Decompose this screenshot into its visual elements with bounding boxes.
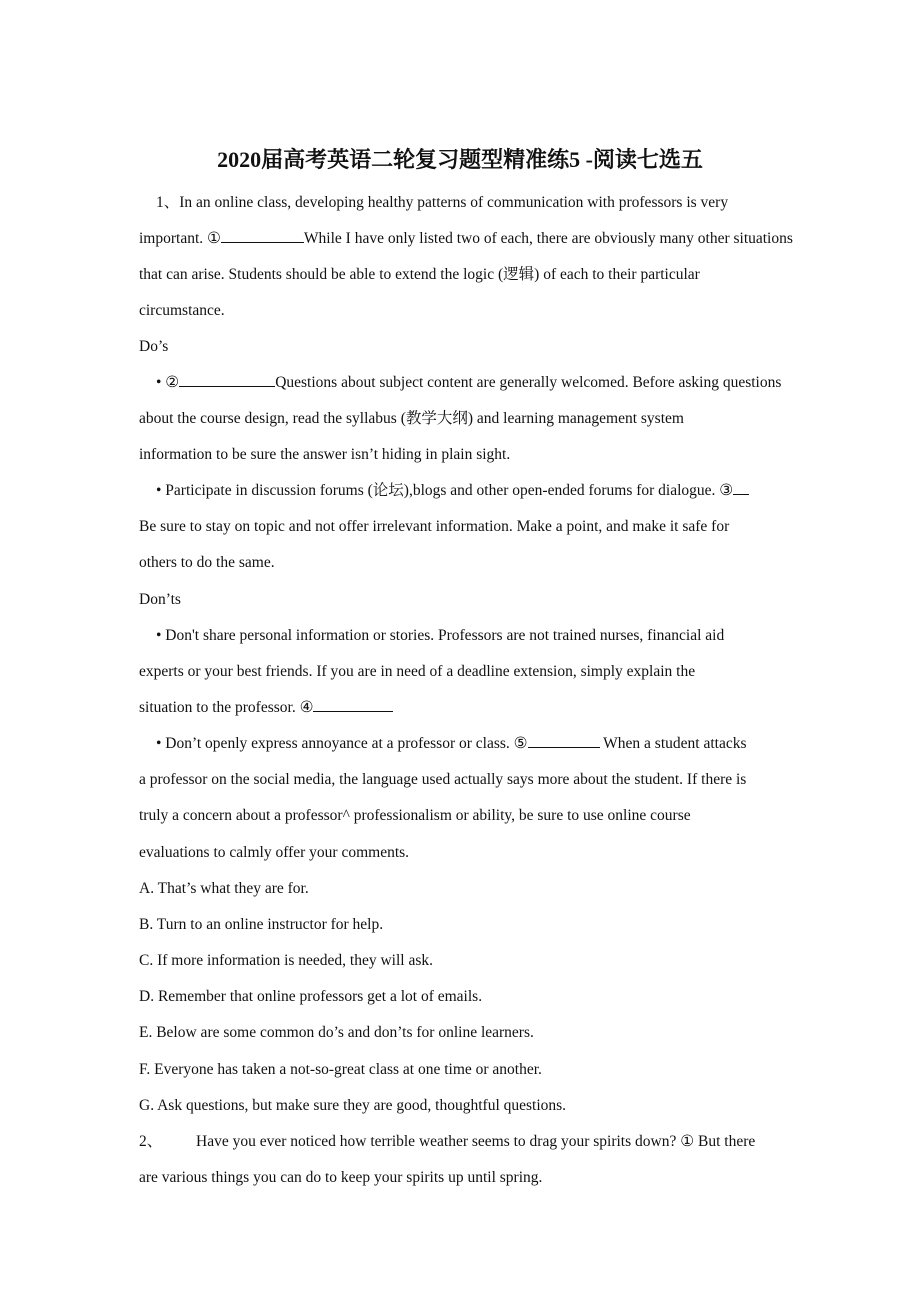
q1-intro-prefix: important. ①	[139, 230, 221, 247]
option-g: G. Ask questions, but make sure they are good, thoughtful questions.	[139, 1097, 567, 1114]
donts-item-1-cont-1: experts or your best friends. If you are in need of a deadline extension, simply explain the	[139, 663, 696, 680]
option-c: C. If more information is needed, they will ask.	[139, 952, 434, 969]
q2-line-2: are various things you can do to keep your spirits up until spring.	[139, 1169, 543, 1186]
donts-item-2-cont-3: evaluations to calmly offer your comments.	[139, 844, 410, 861]
donts-item-1-cont-2-text: situation to the professor. ④	[139, 699, 314, 716]
blank-1[interactable]	[221, 229, 304, 243]
page-title: 2020届高考英语二轮复习题型精准练5 -阅读七选五	[217, 147, 703, 172]
dos-item-1-cont-2: information to be sure the answer isn’t hiding in plain sight.	[139, 446, 511, 463]
donts-item-1-cont-2	[139, 698, 393, 718]
donts-item-2-rest: When a student attacks	[599, 735, 747, 752]
option-e: E. Below are some common do’s and don’ts for online learners.	[139, 1024, 534, 1041]
option-a: A. That’s what they are for.	[139, 880, 309, 897]
q1-intro-line-1: 1、In an online class, developing healthy patterns of communication with professors is very	[156, 194, 729, 211]
blank-5[interactable]	[528, 734, 600, 748]
dos-item-2-cont-2: others to do the same.	[139, 554, 275, 571]
q2-line-1: Have you ever noticed how terrible weather seems to drag your spirits down? ① But there	[196, 1133, 756, 1150]
dos-item-1-cont-1: about the course design, read the syllabus (教学大纲) and learning management system	[139, 410, 684, 427]
blank-3[interactable]	[733, 481, 749, 495]
donts-item-2-cont-2: truly a concern about a professor^ professionalism or ability, be sure to use online course	[139, 807, 691, 824]
q1-intro-line-4: circumstance.	[139, 302, 225, 319]
blank-2[interactable]	[179, 373, 275, 387]
q1-intro-line-2	[139, 229, 793, 249]
q2-number: 2、	[139, 1133, 163, 1150]
dos-item-1	[156, 373, 781, 393]
option-d: D. Remember that online professors get a lot of emails.	[139, 988, 483, 1005]
donts-item-2	[156, 734, 746, 754]
option-b: B. Turn to an online instructor for help.	[139, 916, 384, 933]
dos-item-2-cont-1: Be sure to stay on topic and not offer irrelevant information. Make a point, and make it safe for	[139, 518, 730, 535]
dos-item-2	[156, 481, 749, 501]
option-f: F. Everyone has taken a not-so-great class at one time or another.	[139, 1061, 542, 1078]
dos-item-2-text: • Participate in discussion forums (论坛),blogs and other open-ended forums for dialogue. ③	[156, 482, 734, 499]
q1-intro-line-3: that can arise. Students should be able to extend the logic (逻辑) of each to their particular	[139, 266, 700, 283]
dos-item-1-text: Questions about subject content are generally welcomed. Before asking questions	[275, 374, 782, 391]
blank-4[interactable]	[313, 698, 393, 712]
donts-heading: Don’ts	[139, 591, 181, 608]
dos-item-1-prefix: • ②	[156, 374, 180, 391]
donts-item-2-text: • Don’t openly express annoyance at a professor or class. ⑤	[156, 735, 528, 752]
donts-item-2-cont-1: a professor on the social media, the language used actually says more about the student. If there is	[139, 771, 747, 788]
q1-intro-rest: While I have only listed two of each, there are obviously many other situations	[303, 230, 793, 247]
dos-heading: Do’s	[139, 338, 169, 355]
donts-item-1: • Don't share personal information or stories. Professors are not trained nurses, financial aid	[156, 627, 725, 644]
